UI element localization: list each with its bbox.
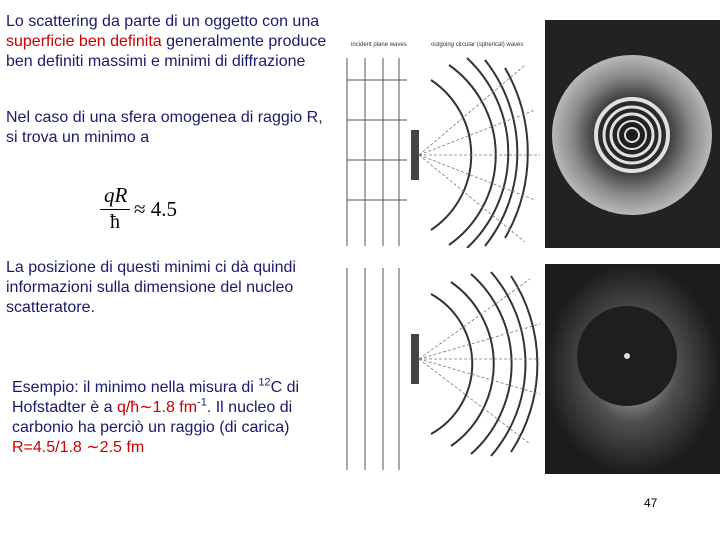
paragraph-sphere-minimum: Nel caso di una sfera omogenea di raggio R, si trova un minimo a — [6, 109, 323, 146]
paragraph-hofstadter-example — [12, 378, 337, 458]
formula-fraction-bar — [100, 209, 130, 210]
p4-q-value: q/ħ∼1.8 fm — [116, 399, 198, 416]
outgoing-circular-waves — [431, 58, 528, 248]
p4-iso-symbol: C — [270, 379, 283, 396]
p1-pre: Lo scattering da parte di un oggetto con una — [6, 13, 320, 30]
formula-qr-condition — [96, 183, 206, 243]
incident-plane-waves-2 — [347, 268, 399, 470]
p1-post: generalmente produce ben definiti massimi e minimi di diffrazione — [6, 33, 327, 70]
diffraction-halo-1 — [552, 55, 712, 215]
formula-denominator: ħ — [110, 211, 120, 233]
outgoing-circular-waves-2 — [431, 272, 537, 456]
p4-t3: . Il nucleo di carbonio ha perciò un raggio (di carica) — [12, 399, 293, 436]
p1-highlight: superficie ben definita — [6, 33, 162, 50]
paragraph-minima-info: La posizione di questi minimi ci dà quindi informazioni sulla dimensione del nucleo scatteratore. — [6, 259, 296, 316]
diffraction-figure-diffuse-surface — [335, 264, 720, 474]
diffraction-figure-defined-surface — [335, 20, 720, 248]
p4-r-value: R=4.5/1.8 ∼2.5 fm — [12, 439, 145, 456]
scattering-object-2 — [411, 334, 419, 384]
p4-q-exp: -1 — [197, 396, 207, 409]
label-outgoing-waves: outgoing circular (spherical) waves — [431, 42, 524, 48]
label-incident-waves: incident plane waves — [351, 42, 407, 48]
paragraph-scattering-intro — [6, 12, 336, 72]
formula-relation: ≈ 4.5 — [134, 197, 178, 221]
scattering-object — [411, 130, 419, 180]
p4-t1: Esempio: il minimo nella misura di — [12, 379, 259, 396]
p4-t2: di Hofstadter è a — [12, 379, 300, 416]
diffraction-center-spot-2 — [624, 353, 630, 359]
p4-iso-mass: 12 — [258, 376, 271, 389]
scattering-rays-2 — [419, 279, 540, 444]
scattering-rays — [419, 65, 540, 242]
incident-plane-waves — [347, 58, 407, 246]
page-number: 47 — [644, 496, 658, 510]
formula-numerator: qR — [104, 183, 128, 207]
